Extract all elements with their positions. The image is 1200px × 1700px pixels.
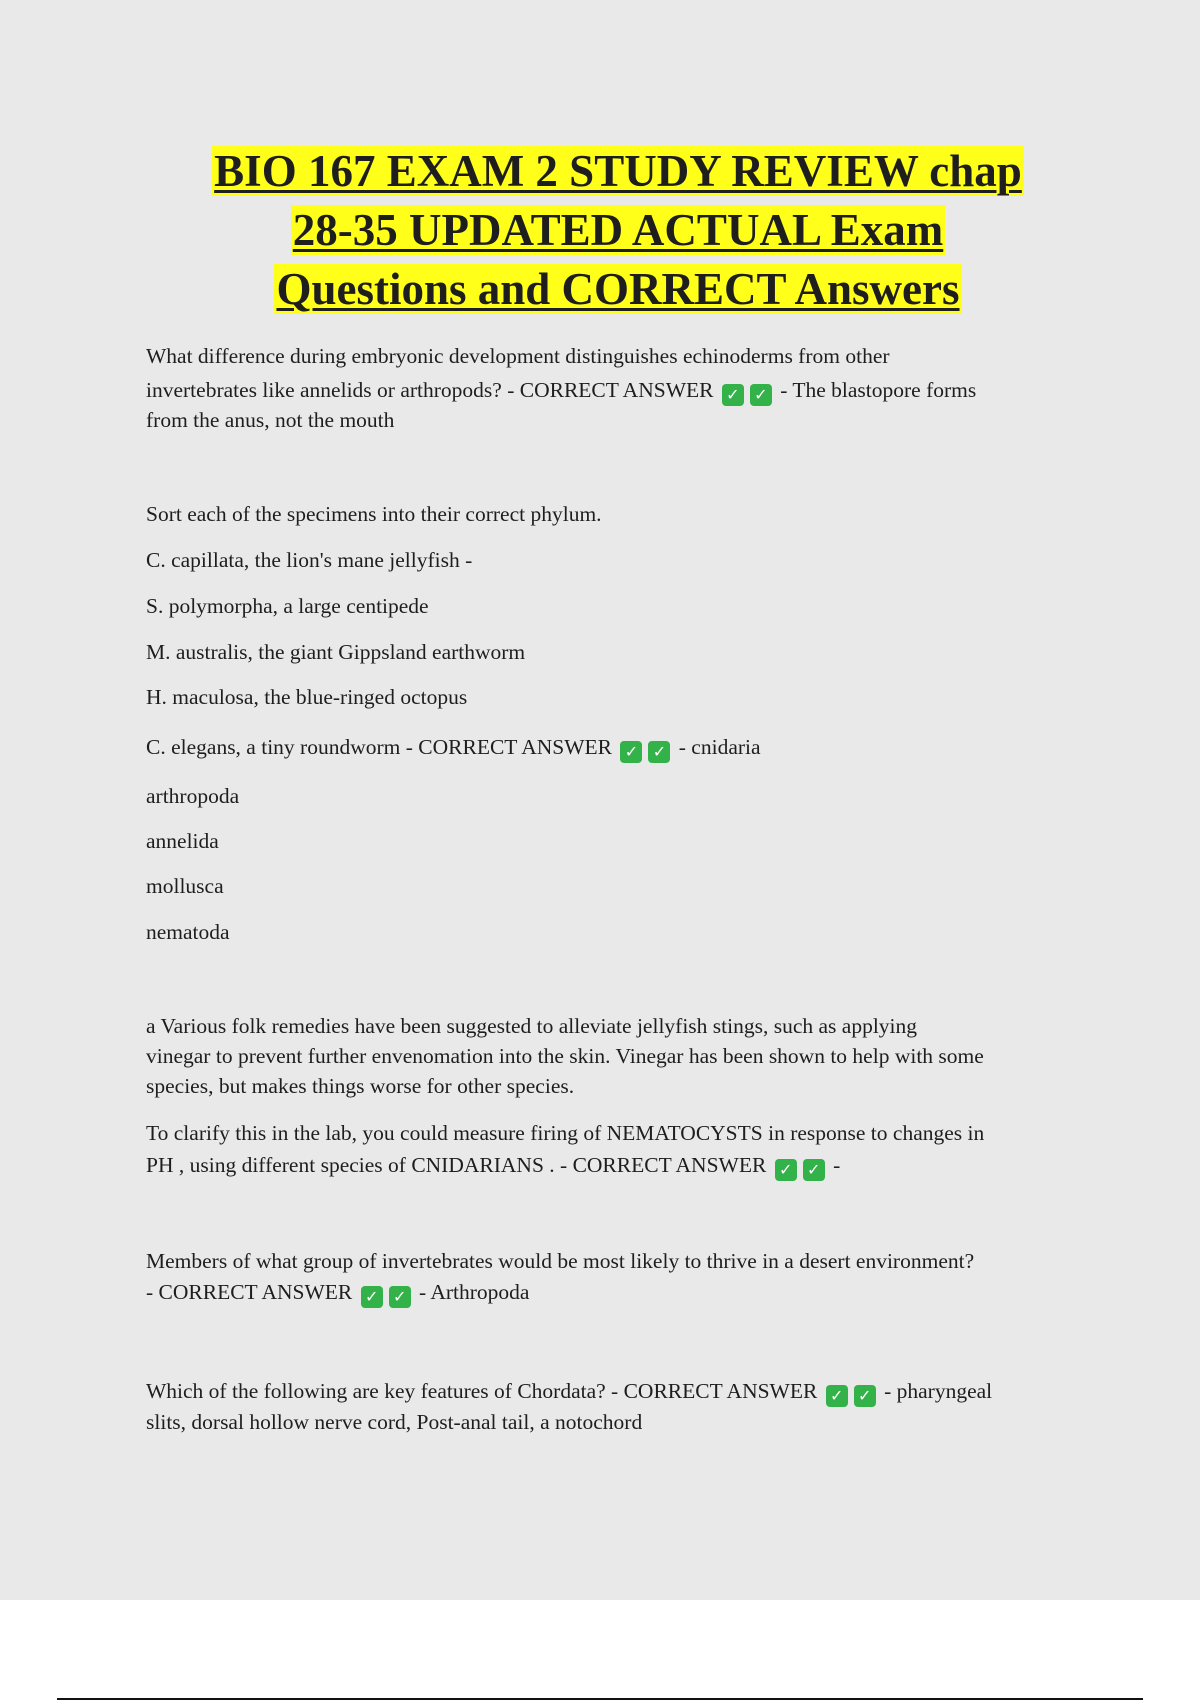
q3-line-4: To clarify this in the lab, you could measure firing of NEMATOCYSTS in response to changes in <box>146 1121 985 1145</box>
q2-specimen-5 <box>146 732 761 763</box>
q2-answer-2: annelida <box>146 829 219 853</box>
q2-specimen-1: C. capillata, the lion's mane jellyfish - <box>146 548 473 572</box>
green-checkmark-icon: ✓ <box>775 1159 797 1181</box>
q2-specimen-2: S. polymorpha, a large centipede <box>146 594 429 618</box>
q3-line-5 <box>146 1150 840 1181</box>
green-checkmark-icon: ✓ <box>854 1385 876 1407</box>
q1-line-2 <box>146 375 976 406</box>
q5-line-2: slits, dorsal hollow nerve cord, Post-anal tail, a notochord <box>146 1410 643 1434</box>
q2-prompt: Sort each of the specimens into their correct phylum. <box>146 502 602 526</box>
q2-question-end: C. elegans, a tiny roundworm - CORRECT ANSWER <box>146 735 613 759</box>
q3-line-3: species, but makes things worse for other species. <box>146 1074 575 1098</box>
green-checkmark-icon: ✓ <box>648 741 670 763</box>
page-footer <box>0 1600 1200 1700</box>
q2-answer-4: nematoda <box>146 920 230 944</box>
q5-question: Which of the following are key features of Chordata? - CORRECT ANSWER <box>146 1379 818 1403</box>
q4-answer: - Arthropoda <box>419 1280 530 1304</box>
q3-answer-start: - <box>833 1153 841 1177</box>
q3-line-1: a Various folk remedies have been suggested to alleviate jellyfish stings, such as applying <box>146 1014 918 1038</box>
q4-line-2 <box>146 1277 529 1308</box>
green-checkmark-icon: ✓ <box>750 384 772 406</box>
q1-answer-start: - The blastopore forms <box>780 378 977 402</box>
green-checkmark-icon: ✓ <box>803 1159 825 1181</box>
q4-line-1: Members of what group of invertebrates would be most likely to thrive in a desert environment? <box>146 1249 975 1273</box>
q2-answer-start: - cnidaria <box>678 735 761 759</box>
green-checkmark-icon: ✓ <box>722 384 744 406</box>
q2-answer-3: mollusca <box>146 874 224 898</box>
q2-specimen-3: M. australis, the giant Gippsland earthworm <box>146 640 526 664</box>
green-checkmark-icon: ✓ <box>361 1286 383 1308</box>
green-checkmark-icon: ✓ <box>826 1385 848 1407</box>
q3-line-2: vinegar to prevent further envenomation into the skin. Vinegar has been shown to help with some <box>146 1044 984 1068</box>
q5-line-1 <box>146 1376 992 1407</box>
title-line-1: BIO 167 EXAM 2 STUDY REVIEW chap <box>214 146 1022 196</box>
q3-question-end: PH , using different species of CNIDARIANS . - CORRECT ANSWER <box>146 1153 767 1177</box>
q2-answer-1: arthropoda <box>146 784 240 808</box>
q5-answer-start: - pharyngeal <box>884 1379 993 1403</box>
green-checkmark-icon: ✓ <box>389 1286 411 1308</box>
q1-question-end: invertebrates like annelids or arthropods? - CORRECT ANSWER <box>146 378 714 402</box>
q1-line-1: What difference during embryonic development distinguishes echinoderms from other <box>146 344 890 368</box>
q2-specimen-4: H. maculosa, the blue-ringed octopus <box>146 685 468 709</box>
q1-line-3: from the anus, not the mouth <box>146 408 395 432</box>
q4-question-end: - CORRECT ANSWER <box>146 1280 353 1304</box>
title-line-2: 28-35 UPDATED ACTUAL Exam <box>292 205 944 255</box>
title-line-3: Questions and CORRECT Answers <box>276 264 960 314</box>
document-title <box>0 142 1200 319</box>
green-checkmark-icon: ✓ <box>620 741 642 763</box>
